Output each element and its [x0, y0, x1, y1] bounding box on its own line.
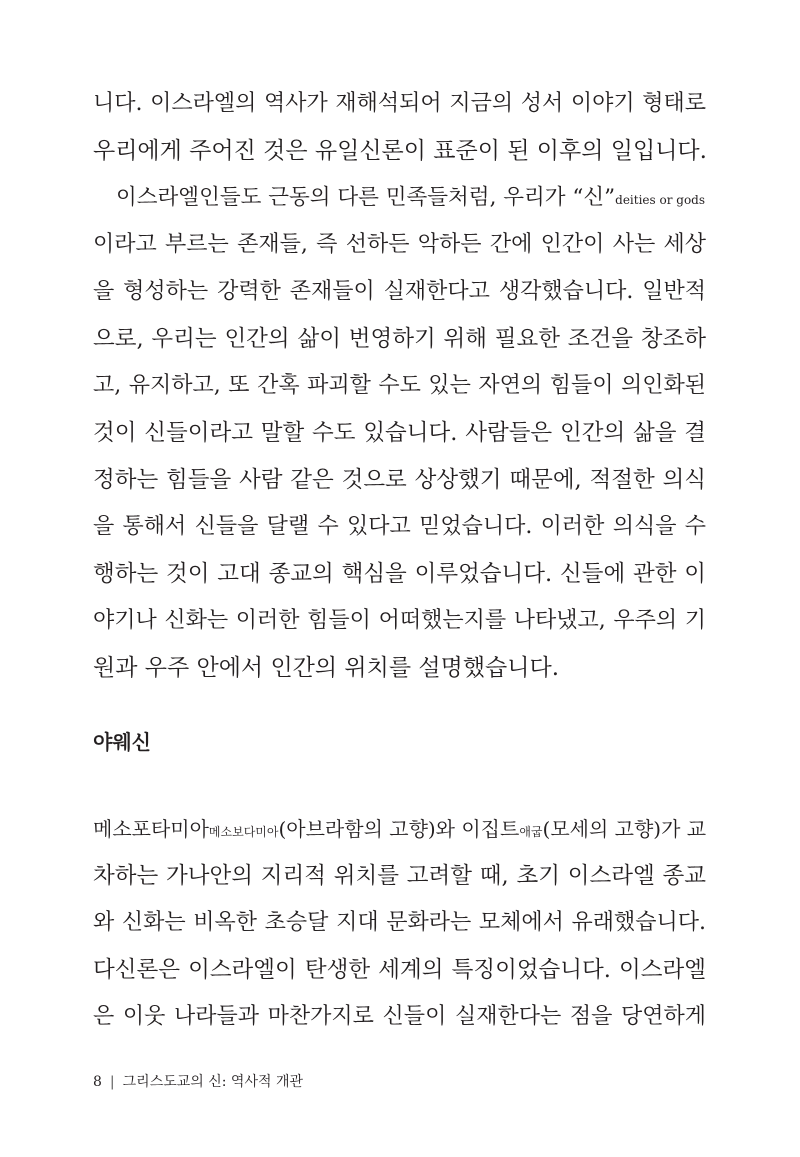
gloss-text: 메소보다미아 — [208, 825, 279, 839]
running-title: 그리스도교의 신: 역사적 개관 — [122, 1074, 303, 1090]
body-text-segment: (아브라함의 고향)와 이집트 — [278, 817, 520, 841]
body-text-line: 고, 유지하고, 또 간혹 파괴할 수도 있는 자연의 힘들이 의인화된 — [93, 373, 706, 398]
page-footer — [93, 1072, 303, 1092]
body-text-line — [116, 183, 706, 215]
body-text-line: 원과 우주 안에서 인간의 위치를 설명했습니다. — [93, 655, 560, 681]
body-text-line: 다신론은 이스라엘이 탄생한 세계의 특징이었습니다. 이스라엘 — [93, 957, 706, 983]
body-text-line: 으로, 우리는 인간의 삶이 번영하기 위해 필요한 조건을 창조하 — [93, 326, 706, 352]
body-text-line: 이라고 부르는 존재들, 즉 선하든 악하든 간에 인간이 사는 세상 — [93, 232, 706, 257]
section-heading: 야웨신 — [93, 730, 151, 754]
body-text-segment: 이스라엘인들도 근동의 다른 민족들처럼, 우리가 “신” — [116, 185, 616, 210]
body-text-line: 와 신화는 비옥한 초승달 지대 문화라는 모체에서 유래했습니다. — [93, 910, 706, 935]
body-text-line: 을 형성하는 강력한 존재들이 실재한다고 생각했습니다. 일반적 — [93, 279, 706, 304]
body-text-line: 을 통해서 신들을 달랠 수 있다고 믿었습니다. 이러한 의식을 수 — [93, 514, 706, 539]
body-text-segment: (모세의 고향)가 교 — [542, 817, 707, 841]
gloss-text: 애굽 — [519, 825, 543, 839]
body-text-line: 은 이웃 나라들과 마찬가지로 신들이 실재한다는 점을 당연하게 — [93, 1004, 706, 1029]
gloss-text: deities or gods — [615, 193, 706, 207]
body-text-line: 니다. 이스라엘의 역사가 재해석되어 지금의 성서 이야기 형태로 — [93, 91, 706, 116]
body-text-line: 것이 신들이라고 말할 수도 있습니다. 사람들은 인간의 삶을 결 — [93, 420, 706, 446]
footer-separator: | — [109, 1074, 115, 1090]
body-text-line: 정하는 힘들을 사람 같은 것으로 상상했기 때문에, 적절한 의식 — [93, 467, 706, 493]
body-text-segment: 메소포타미아 — [93, 817, 209, 841]
body-text-line — [93, 814, 706, 847]
body-text-line: 우리에게 주어진 것은 유일신론이 표준이 된 이후의 일입니다. — [93, 138, 707, 164]
body-text-line: 야기나 신화는 이러한 힘들이 어떠했는지를 나타냈고, 우주의 기 — [93, 608, 706, 633]
body-text-line: 차하는 가나안의 지리적 위치를 고려할 때, 초기 이스라엘 종교 — [93, 863, 706, 889]
page-number: 8 — [93, 1074, 102, 1090]
body-text-line: 행하는 것이 고대 종교의 핵심을 이루었습니다. 신들에 관한 이 — [93, 561, 706, 587]
